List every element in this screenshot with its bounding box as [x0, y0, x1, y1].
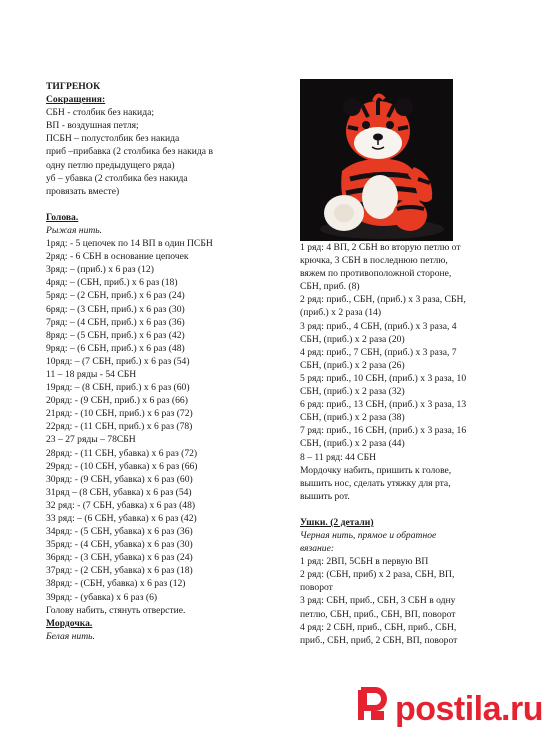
pattern-row: 29ряд: - (10 СБН, убавка) х 6 раз (66)	[46, 460, 198, 472]
pattern-row: 20ряд: - (9 СБН, приб.) х 6 раз (66)	[46, 395, 188, 407]
watermark-text: postila.ru	[394, 690, 543, 728]
muzzle-yarn-color: Белая нить.	[46, 630, 95, 642]
pattern-row: 5 ряд: приб., 10 СБН, (приб.) х 3 раза, 10	[300, 372, 467, 384]
pattern-row: вяжем по противоположной стороне,	[300, 268, 452, 280]
pattern-row: 37ряд: - (2 СБН, убавка) х 6 раз (18)	[46, 565, 193, 577]
pattern-row: 33 ряд: – (6 СБН, убавка) х 6 раз (42)	[46, 513, 197, 524]
postila-watermark	[353, 687, 543, 732]
pattern-row: 2ряд: - 6 СБН в основание цепочек	[46, 251, 189, 263]
pattern-row: 34ряд: - (5 СБН, убавка) х 6 раз (36)	[46, 526, 193, 538]
abbr-line: СБН - столбик без накида;	[46, 107, 154, 119]
pattern-row: 22ряд: - (11 СБН, приб.) х 6 раз (78)	[46, 421, 193, 433]
pattern-row: Мордочку набить, пришить к голове,	[300, 464, 452, 476]
pattern-row: 23 – 27 ряды – 78СБН	[46, 434, 136, 446]
pattern-row: СБН, (приб.) х 2 раза (26)	[300, 359, 405, 371]
pattern-row: 35ряд: - (4 СБН, убавка) х 6 раз (30)	[46, 539, 193, 551]
tiger-toy-photo	[300, 79, 453, 241]
pattern-row: 8 – 11 ряд: 44 СБН	[300, 451, 377, 463]
pattern-row: 28ряд: - (11 СБН, убавка) х 6 раз (72)	[46, 447, 198, 459]
pattern-row: 1ряд: - 5 цепочек по 14 ВП в один ПСБН	[46, 238, 213, 250]
pattern-row: СБН, (приб.) х 2 раза (44)	[300, 438, 405, 450]
pattern-row: 5ряд: – (2 СБН, приб.) х 6 раз (24)	[46, 290, 185, 302]
pattern-row: 8ряд: – (5 СБН, приб.) х 6 раз (42)	[46, 329, 185, 341]
pattern-row: 2 ряд: приб., СБН, (приб.) х 3 раза, СБН,	[300, 294, 466, 306]
head-yarn-color: Рыжая нить.	[46, 224, 103, 236]
pattern-row: 9ряд: – (6 СБН, приб.) х 6 раз (48)	[46, 342, 185, 354]
pattern-row: 38ряд: - (СБН, убавка) х 6 раз (12)	[46, 578, 186, 590]
right-column	[300, 241, 512, 647]
abbr-line: уб – убавка (2 столбика без накида	[46, 172, 188, 184]
abbreviations-heading: Сокращения:	[46, 94, 106, 106]
pattern-row: 7ряд: – (4 СБН, приб.) х 6 раз (36)	[46, 316, 185, 328]
muzzle-rows	[300, 241, 512, 503]
pattern-row: 39ряд: - (убавка) х 6 раз (6)	[46, 591, 158, 603]
pattern-row: 21ряд: - (10 СБН, приб.) х 6 раз (72)	[46, 408, 193, 420]
pattern-row: крючка, 3 СБН в последнюю петлю,	[300, 255, 448, 267]
pattern-row: 4 ряд: 2 СБН, приб., СБН, приб., СБН,	[300, 621, 457, 633]
head-heading: Голова.	[46, 211, 79, 223]
abbr-line: приб –прибавка (2 столбика без накида в	[46, 146, 213, 158]
pattern-row: 30ряд: - (9 СБН, убавка) х 6 раз (60)	[46, 473, 193, 485]
pattern-row: 4 ряд: приб., 7 СБН, (приб.) х 3 раза, 7	[300, 346, 457, 358]
pattern-row: 11 – 18 ряды - 54 СБН	[46, 368, 137, 380]
pattern-row: 19ряд: – (8 СБН, приб.) х 6 раз (60)	[46, 382, 190, 394]
head-rows	[46, 237, 271, 617]
pattern-row: Голову набить, стянуть отверстие.	[46, 604, 186, 616]
pattern-row: 3ряд: – (приб.) х 6 раз (12)	[46, 264, 154, 276]
pattern-row: 4ряд: – (СБН, приб.) х 6 раз (18)	[46, 277, 178, 289]
pattern-row: 3 ряд: СБН, приб., СБН, 3 СБН в одну	[300, 595, 456, 607]
tiger-toy-illustration	[300, 79, 453, 241]
pattern-row: 10ряд: – (7 СБН, приб.) х 6 раз (54)	[46, 355, 190, 367]
postila-logo-icon	[353, 687, 389, 732]
pattern-row: поворот	[300, 582, 333, 594]
pattern-row: 7 ряд: приб., 16 СБН, (приб.) х 3 раза, 16	[300, 425, 467, 437]
pattern-row: приб., СБН, приб, 2 СБН, ВП, поворот	[300, 634, 458, 646]
pattern-row: вышить рот.	[300, 490, 350, 502]
abbreviations-list	[46, 106, 271, 198]
pattern-row: 31ряд – (8 СБН, убавка) х 6 раз (54)	[46, 486, 192, 498]
pattern-row: (приб.) х 2 раза (14)	[300, 307, 382, 319]
ears-yarn-color: Черная нить, прямое и обратное	[300, 529, 437, 541]
abbr-line: одну петлю предыдущего ряда)	[46, 159, 175, 171]
pattern-row: 32 ряд: - (7 СБН, убавка) х 6 раз (48)	[46, 499, 196, 511]
ears-yarn-color: вязание:	[300, 543, 335, 555]
pattern-row: СБН, (приб.) х 2 раза (32)	[300, 386, 405, 398]
pattern-row: 36ряд: - (3 СБН, убавка) х 6 раз (24)	[46, 552, 193, 564]
ears-heading: Ушки. (2 детали)	[300, 516, 374, 528]
pattern-row: 1 ряд: 4 ВП, 2 СБН во вторую петлю от	[300, 242, 461, 253]
pattern-row: петлю, СБН, приб., СБН, ВП, поворот	[300, 608, 456, 620]
pattern-row: 6ряд: – (3 СБН, приб.) х 6 раз (30)	[46, 303, 185, 315]
pattern-row: 3 ряд: приб., 4 СБН, (приб.) х 3 раза, 4	[300, 320, 457, 332]
ears-rows	[300, 555, 512, 647]
pattern-row: СБН, приб. (8)	[300, 281, 360, 293]
pattern-row: 2 ряд: (СБН, приб) х 2 раза, СБН, ВП,	[300, 569, 455, 581]
muzzle-heading: Мордочка.	[46, 617, 93, 629]
pattern-row: 1 ряд: 2ВП, 5СБН в первую ВП	[300, 556, 429, 568]
pattern-row: СБН, (приб.) х 2 раза (38)	[300, 412, 405, 424]
pattern-row: вышить нос, сделать утяжку для рта,	[300, 477, 451, 489]
pattern-row: СБН, (приб.) х 2 раза (20)	[300, 333, 405, 345]
abbr-line: ВП - воздушная петля;	[46, 120, 139, 132]
abbr-line: провязать вместе)	[46, 185, 120, 197]
abbr-line: ПСБН – полустолбик без накида	[46, 133, 180, 145]
left-column	[46, 80, 271, 643]
document-title: ТИГРЕНОК	[46, 81, 101, 92]
pattern-row: 6 ряд: приб., 13 СБН, (приб.) х 3 раза, 13	[300, 399, 467, 411]
